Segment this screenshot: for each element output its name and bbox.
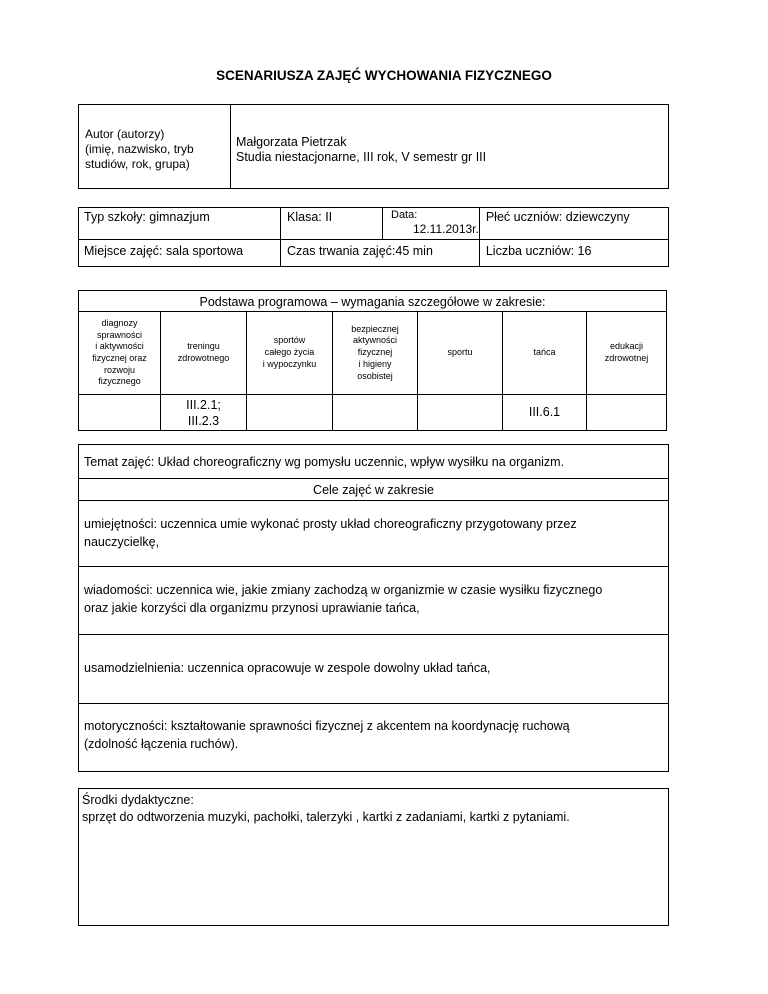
- column-line: rozwoju: [103, 364, 135, 375]
- curriculum-value-cell: [161, 395, 247, 431]
- author-name: Małgorzata Pietrzak: [236, 135, 347, 149]
- duration: Czas trwania zajęć:45 min: [281, 240, 480, 267]
- author-label-line: Autor (autorzy): [85, 127, 165, 141]
- class: Klasa: II: [281, 208, 383, 240]
- goal-line: oraz jakie korzyści dla organizmu przynosi uprawianie tańca,: [84, 601, 420, 615]
- school-type: Typ szkoły: gimnazjum: [79, 208, 281, 240]
- column-line: i aktywności: [95, 341, 144, 352]
- column-line: treningu: [187, 341, 220, 352]
- column-line: sportów: [273, 335, 306, 346]
- goal-motor: [84, 717, 570, 753]
- column-line: diagnozy: [101, 317, 138, 328]
- value-training: III.2.3: [187, 413, 220, 428]
- page-title: SCENARIUSZA ZAJĘĆ WYCHOWANIA FIZYCZNEGO: [216, 68, 552, 83]
- column-line: fizycznej oraz: [92, 353, 147, 363]
- goal-skills: [84, 515, 577, 551]
- curriculum-column: [503, 312, 587, 395]
- curriculum-value-cell: [503, 395, 587, 431]
- column-line: zdrowotnego: [177, 353, 230, 363]
- curriculum-column: [161, 312, 247, 395]
- place: Miejsce zajęć: sala sportowa: [79, 240, 281, 267]
- goal-line: (zdolność łączenia ruchów).: [84, 737, 239, 751]
- column-line: edukacji: [609, 341, 644, 352]
- curriculum-table: [78, 290, 667, 431]
- author-table: [78, 104, 669, 189]
- author-label-cell: [79, 105, 231, 189]
- value-dance: III.6.1: [528, 405, 561, 420]
- column-line: sportu: [447, 347, 473, 358]
- column-line: całego życia: [264, 347, 315, 358]
- curriculum-column: [247, 312, 333, 395]
- curriculum-column: [333, 312, 418, 395]
- curriculum-value-cell: [333, 395, 418, 431]
- curriculum-value-cell: [247, 395, 333, 431]
- goal-independence: usamodzielnienia: uczennica opracowuje w zespole dowolny układ tańca,: [84, 661, 491, 675]
- means-text: sprzęt do odtworzenia muzyki, pachołki, talerzyki , kartki z zadaniami, kartki z pytaniami.: [82, 810, 570, 824]
- goal-line: motoryczności: kształtowanie sprawności fizycznej z akcentem na koordynację ruchową: [84, 719, 570, 733]
- column-line: i wypoczynku: [262, 358, 317, 369]
- goal-knowledge: [84, 581, 602, 617]
- author-value-cell: [231, 105, 669, 189]
- author-study: Studia niestacjonarne, III rok, V semestr gr III: [236, 150, 487, 164]
- curriculum-value-cell: [587, 395, 667, 431]
- column-line: tańca: [533, 347, 556, 358]
- column-line: fizycznego: [98, 376, 141, 387]
- means-label: Środki dydaktyczne:: [82, 793, 194, 807]
- column-line: osobistej: [357, 370, 393, 381]
- means-box: [78, 788, 669, 926]
- goal-line: umiejętności: uczennica umie wykonać prosty układ choreograficzny przygotowany przez: [84, 517, 577, 531]
- count: Liczba uczniów: 16: [479, 240, 668, 267]
- lesson-box: [78, 444, 669, 772]
- column-line: i higieny: [358, 358, 392, 369]
- date-label: Data:: [391, 209, 418, 221]
- curriculum-header: Podstawa programowa – wymagania szczegółowe w zakresie:: [79, 291, 667, 312]
- lesson-topic: Temat zajęć: Układ choreograficzny wg pomysłu uczennic, wpływ wysiłku na organizm.: [84, 455, 565, 469]
- date-value: 12.11.2013r.: [413, 222, 479, 236]
- column-line: aktywności: [352, 335, 397, 346]
- author-label-line: (imię, nazwisko, tryb: [85, 142, 194, 156]
- curriculum-column: [79, 312, 161, 395]
- curriculum-column: [587, 312, 667, 395]
- info-table: [78, 207, 669, 267]
- goal-line: nauczycielkę,: [84, 535, 160, 549]
- column-line: zdrowotnej: [604, 353, 649, 363]
- date-cell: [383, 208, 480, 240]
- means-content: [82, 792, 570, 826]
- column-line: sprawności: [96, 329, 143, 340]
- author-label-line: studiów, rok, grupa): [85, 157, 190, 171]
- curriculum-value-cell: [79, 395, 161, 431]
- value-training: III.2.1;: [186, 397, 221, 412]
- goal-line: wiadomości: uczennica wie, jakie zmiany zachodzą w organizmie w czasie wysiłku fizycznego: [84, 583, 603, 597]
- gender: Płeć uczniów: dziewczyny: [479, 208, 668, 240]
- goals-header: Cele zajęć w zakresie: [313, 483, 434, 497]
- column-line: bezpiecznej: [351, 323, 399, 334]
- curriculum-column: [418, 312, 503, 395]
- column-line: fizycznej: [357, 347, 393, 358]
- curriculum-value-cell: [418, 395, 503, 431]
